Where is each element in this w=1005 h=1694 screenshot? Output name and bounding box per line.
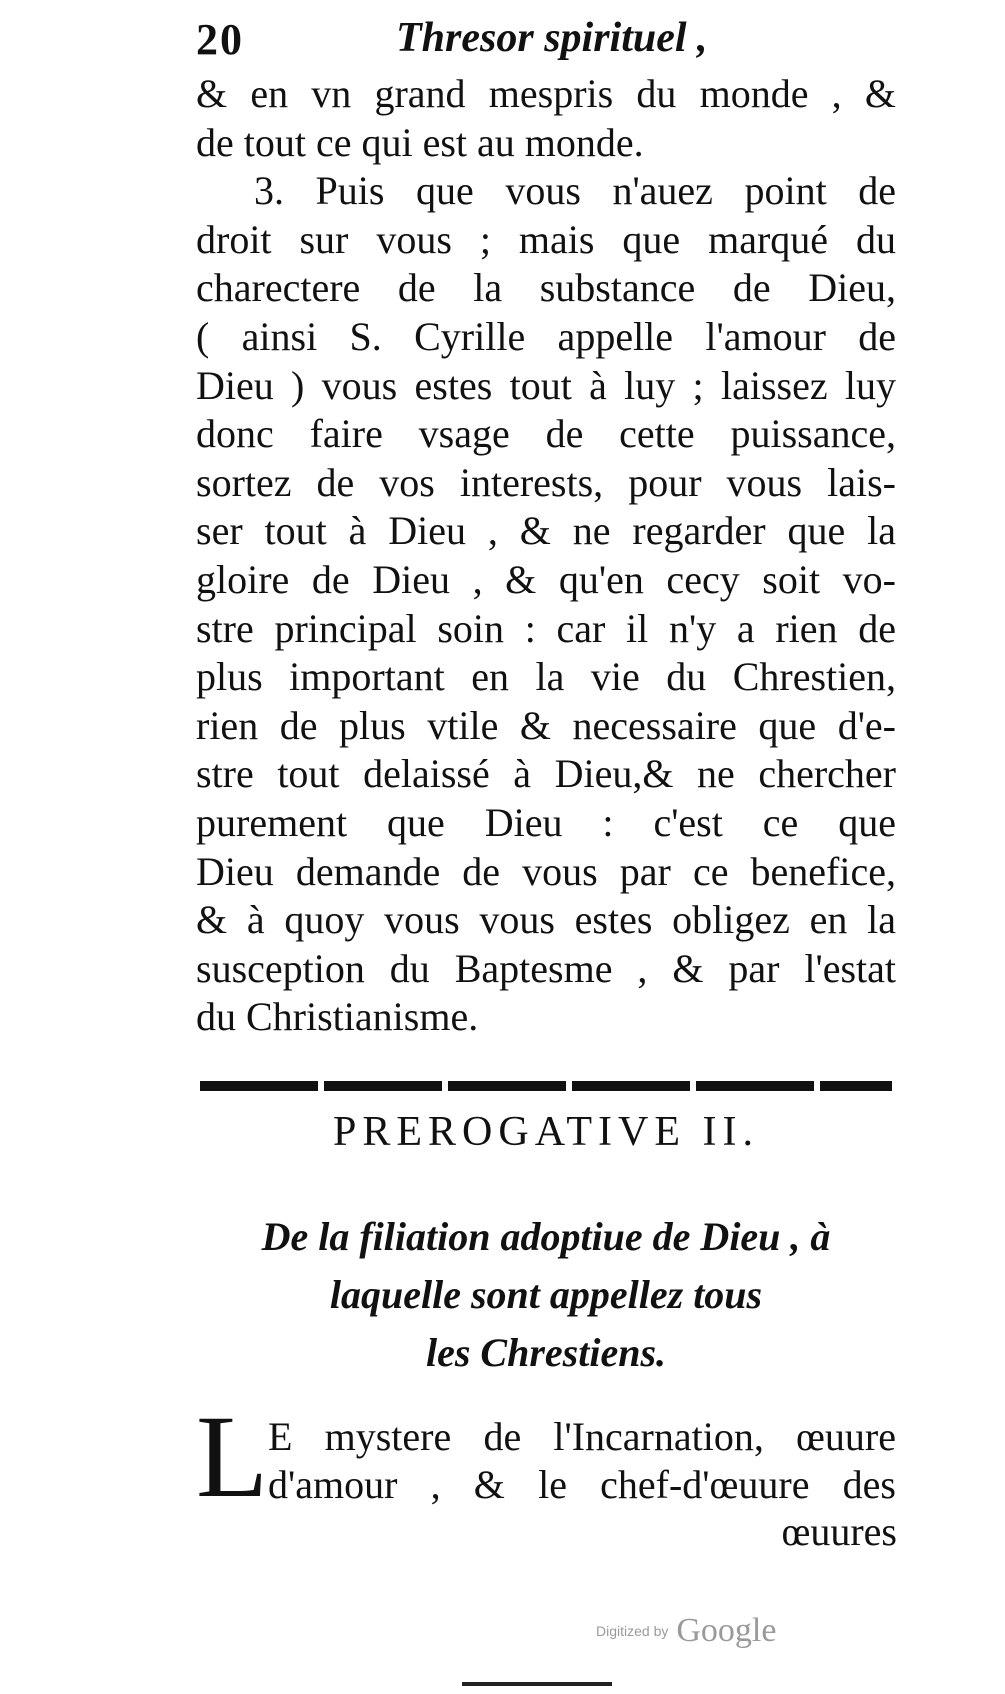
text-line: gloire de Dieu , & qu'en cecy soit vo- [196,556,896,602]
text-line: stre tout delaissé à Dieu,& ne chercher [196,751,896,797]
section-subtitle [196,1208,896,1382]
text-line: rien de plus vtile & necessaire que d'e- [196,702,896,748]
opening-paragraph [196,1391,896,1522]
text-line: Dieu ) vous estes tout à luy ; laissez luy [196,362,896,408]
google-logo: Google [676,1612,777,1649]
text-line: susception du Baptesme , & par l'estat [196,945,896,991]
scan-edge-mark [462,1682,612,1686]
text-line: charectere de la substance de Dieu, [196,265,896,311]
text-line: E mystere de l'Incarnation, œuure [268,1414,896,1459]
text-line: purement que Dieu : c'est ce que [196,799,896,845]
text-line: sortez de vos interests, pour vous lais- [196,459,896,505]
text-line: & à quoy vous vous estes obligez en la [196,897,896,943]
text-line: stre principal soin : car il n'y a rien de [196,605,896,651]
text-line: de tout ce qui est au monde. [196,119,644,165]
body-text [196,70,896,1042]
text-line: droit sur vous ; mais que marqué du [196,216,896,262]
text-line: d'amour , & le chef-d'œuure des [268,1462,896,1507]
section-divider [200,1081,892,1091]
drop-cap: L [196,1391,269,1522]
subtitle-line: De la filiation adoptiue de Dieu , à [261,1214,831,1259]
text-line: ( ainsi S. Cyrille appelle l'amour de [196,313,896,359]
text-line: & en vn grand mespris du monde , & [196,71,896,116]
text-line: ser tout à Dieu , & ne regarder que la [196,508,896,554]
text-line: Dieu demande de vous par ce benefice, [196,848,896,894]
text-line: donc faire vsage de cette puissance, [196,411,896,457]
text-line: du Christianisme. [196,994,479,1040]
catchword: œuures [781,1509,897,1554]
text-line: 3. Puis que vous n'auez point de [254,168,896,214]
subtitle-line: laquelle sont appellez tous [329,1272,763,1317]
running-title: Thresor spirituel , [396,15,708,61]
running-header [196,14,896,74]
text-line: plus important en la vie du Chrestien, [196,654,896,700]
google-watermark [596,1612,776,1650]
page-number: 20 [196,15,244,64]
subtitle-line: les Chrestiens. [425,1330,667,1375]
watermark-prefix: Digitized by [596,1623,669,1639]
section-title: PREROGATIVE II. [333,1109,759,1155]
